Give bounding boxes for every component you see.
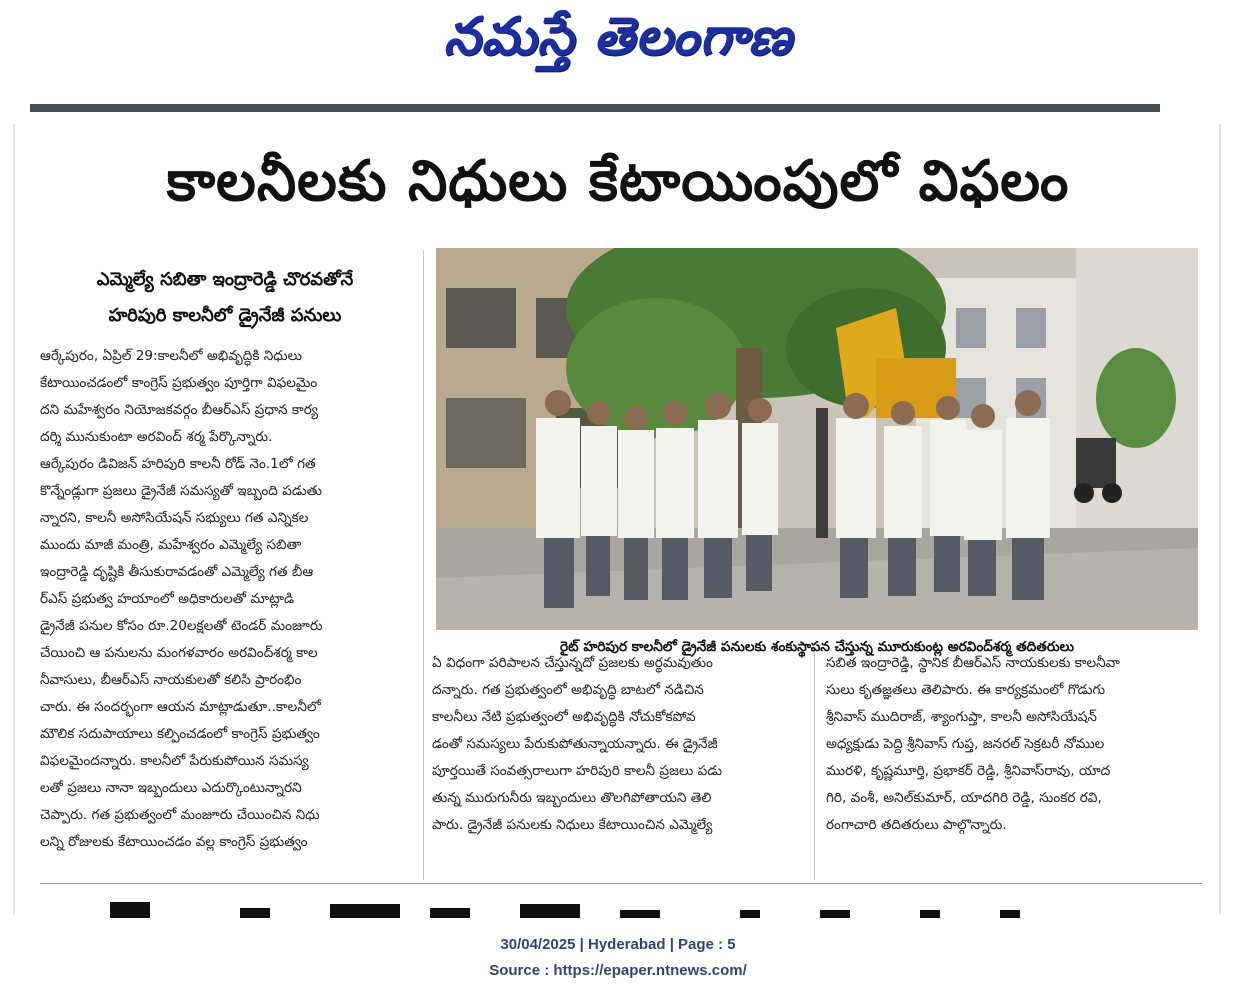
article-photo	[436, 248, 1198, 630]
clipping-border-right	[1219, 124, 1221, 914]
text-line: ఏ విధంగా పరిపాలన చేస్తున్నదో ప్రజలకు అర్థమవుతుం	[432, 655, 713, 671]
article-column-3	[826, 650, 1202, 839]
text-line: చారు. ఈ సందర్భంగా ఆయన మాట్లాడుతూ..కాలనీలో	[40, 699, 321, 715]
text-line: తున్న మురుగునీరు ఇబ్బందులు తొలగిపోతాయని తెలి	[432, 790, 712, 806]
photo-caption: రైట్ హరిపుర కాలనీలో డ్రైనేజీ పనులకు శంకుస్థాపన చేస్తున్న మూరుకుంట్ల అరవింద్‌శర్మ తదితరులు	[560, 638, 1074, 655]
text-line: మౌలిక సదుపాయాలు కల్పించడంలో కాంగ్రెస్ ప్రభుత్వం	[40, 726, 320, 742]
text-line: కేటాయించడంలో కాంగ్రెస్ ప్రభుత్వం పూర్తిగా విఫలమైం	[40, 375, 318, 391]
article-column-2	[432, 650, 804, 839]
article-subhead	[40, 262, 410, 334]
masthead-rule	[30, 104, 1160, 112]
text-line: గిరి, వంశీ, అనిల్‌కుమార్, యాదగిరి రెడ్డి, సుంకర రవి,	[826, 790, 1102, 806]
article-bottom-rule	[40, 883, 1202, 884]
text-line: దని మహేశ్వరం నియోజకవర్గం బీఆర్ఎస్ ప్రధాన కార్య	[40, 402, 318, 418]
text-line: చెప్పారు. గత ప్రభుత్వంలో మంజూరు చేయించిన నిధు	[40, 807, 320, 823]
text-line: నీవాసులు, బీఆర్ఎస్ నాయకులతో కలిసి ప్రారంభిం	[40, 672, 302, 688]
text-line: ముందు మాజీ మంత్రి, మహేశ్వరం ఎమ్మెల్యే సబితా	[40, 537, 302, 553]
text-line: ర్ఎస్ ప్రభుత్వ హయాంలో అధికారులతో మాట్లాడి	[40, 591, 295, 607]
text-line: లతో ప్రజలు నానా ఇబ్బందులు ఎదుర్కొంటున్నారని	[40, 780, 302, 796]
text-line: సబిత ఇంద్రారెడ్డి, స్థానిక బీఆర్ఎస్ నాయకులకు కాలనీవా	[826, 655, 1120, 671]
subhead-line: ఎమ్మెల్యే సబితా ఇంద్రారెడ్డి చొరవతోనే	[96, 269, 354, 290]
subhead-line: హరిపురి కాలనీలో డ్రైనేజీ పనులు	[108, 305, 342, 326]
text-line: అధ్యక్షుడు పెద్ది శ్రీనివాస్ గుప్త, జనరల్ సెక్రటరీ నోముల	[826, 736, 1105, 752]
text-line: లన్ని రోజులకు కేటాయించడం వల్ల కాంగ్రెస్ ప్రభుత్వం	[40, 834, 308, 850]
text-line: శ్రీనివాస్ ముదిరాజ్, శ్యాంగుప్తా, కాలనీ అసోసియేషన్	[826, 709, 1097, 725]
next-article-headline-fragment	[100, 898, 1140, 918]
column-divider	[423, 250, 424, 880]
footer-date-edition-page: 30/04/2025 | Hyderabad | Page : 5	[500, 936, 736, 953]
footer-source: Source : https://epaper.ntnews.com/	[489, 962, 747, 979]
text-line: సులు కృతజ్ఞతలు తెలిపారు. ఈ కార్యక్రమంలో గొడుగు	[826, 682, 1106, 698]
newspaper-logo: నమస్తే తెలంగాణ	[443, 6, 793, 67]
text-line: డ్రైనేజీ పనుల కోసం రూ.20లక్షలతో టెండర్ మంజూరు	[40, 618, 323, 634]
text-line: కొన్నేండ్లుగా ప్రజలు డ్రైనేజీ సమస్యతో ఇబ్బంది పడుతు	[40, 483, 322, 499]
article-headline: కాలనీలకు నిధులు కేటాయింపులో విఫలం	[166, 148, 1070, 214]
text-line: డంతో సమస్యలు పేరుకుపోతున్నాయన్నారు. ఈ డ్రైనేజీ	[432, 736, 718, 752]
text-line: పూర్తయితే సంవత్సరాలుగా హరిపురి కాలనీ ప్రజలు పడు	[432, 763, 723, 779]
column-divider	[814, 650, 815, 880]
text-line: దర్శి మునుకుంటా అరవింద్ శర్మ పేర్కొన్నారు.	[40, 429, 273, 445]
text-line: విఫలమైందన్నారు. కాలనీలో పేరుకుపోయిన సమస్య	[40, 753, 309, 769]
text-line: కాలనీలు నేటి ప్రభుత్వంలో అభివృద్ధికి నోచుకోకపోవ	[432, 709, 696, 725]
text-line: రంగాచారి తదితరులు పాల్గొన్నారు.	[826, 817, 1007, 833]
text-line: ఇంద్రారెడ్డి దృష్టికి తీసుకురావడంతో ఎమ్మెల్యే గత బీఆ	[40, 564, 314, 580]
clipping-footer	[0, 932, 1236, 984]
text-line: న్నారని, కాలనీ అసోసియేషన్ సభ్యులు గత ఎన్నికల	[40, 510, 309, 526]
text-line: దన్నారు. గత ప్రభుత్వంలో అభివృద్ధి బాటలో నడిచిన	[432, 682, 704, 698]
text-line: పారు. డ్రైనేజీ పనులకు నిధులు కేటాయించిన ఎమ్మెల్యే	[432, 817, 713, 833]
text-line: మురళి, కృష్ణమూర్తి, ప్రభాకర్ రెడ్డి, శ్రీనివాస్‌రావు, యాద	[826, 763, 1111, 779]
masthead	[0, 0, 1236, 104]
article-column-1	[40, 343, 416, 856]
clipping-border-left	[13, 124, 15, 914]
text-line: ఆర్కేపురం డివిజన్ హరిపురి కాలనీ రోడ్ నెం.1లో గత	[40, 456, 316, 472]
text-line: ఆర్కేపురం, ఏప్రిల్ 29:కాలనీలో అభివృద్ధికి నిధులు	[40, 348, 302, 364]
text-line: చేయించి ఆ పనులను మంగళవారం అరవింద్‌శర్మ కాల	[40, 645, 318, 661]
